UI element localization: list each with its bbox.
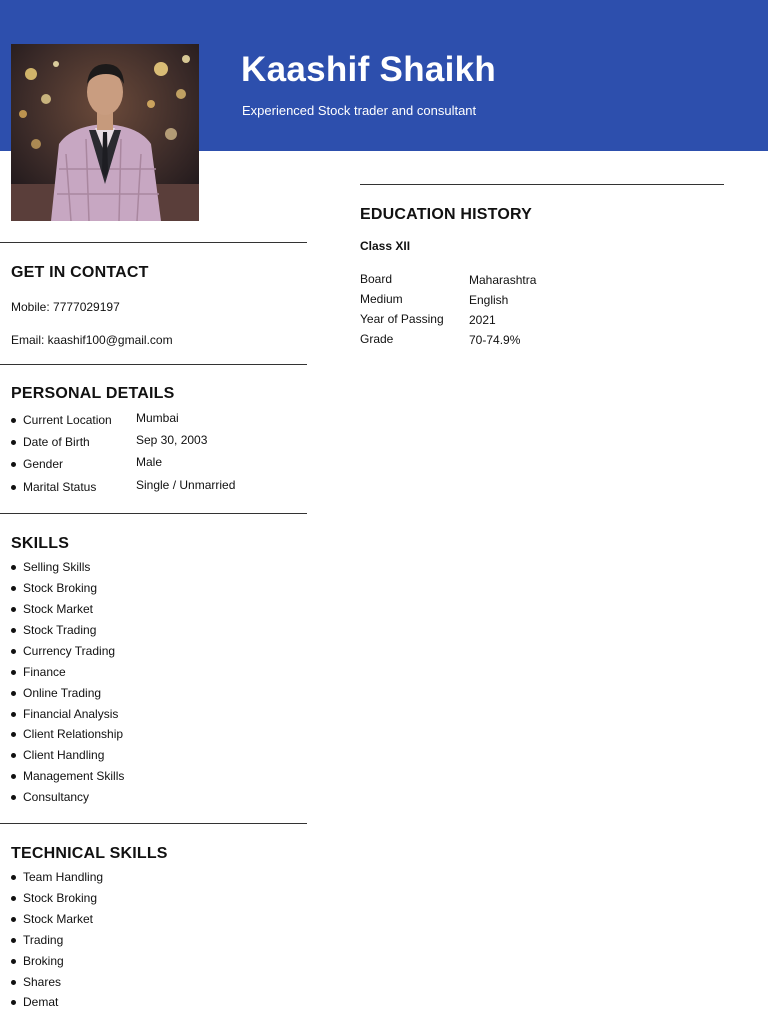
bullet <box>11 462 16 467</box>
bullet <box>11 485 16 490</box>
education-label: Board <box>360 272 393 286</box>
bullet <box>11 938 16 943</box>
personal-label: Gender <box>23 457 64 471</box>
technical-skill-text: Stock Broking <box>23 891 98 905</box>
divider-technical <box>0 823 307 824</box>
bullet <box>11 418 16 423</box>
bullet <box>11 1000 16 1005</box>
bullet <box>11 753 16 758</box>
personal-value: Male <box>136 455 163 469</box>
divider-education <box>360 184 724 185</box>
skill-text: Financial Analysis <box>23 707 119 721</box>
divider-contact <box>0 242 307 243</box>
education-title: EDUCATION HISTORY <box>360 206 533 223</box>
bullet <box>11 586 16 591</box>
skill-text: Client Relationship <box>23 727 124 741</box>
bullet <box>11 440 16 445</box>
bullet <box>11 959 16 964</box>
education-row <box>360 332 660 350</box>
skill-text: Management Skills <box>23 769 125 783</box>
candidate-name: Kaashif Shaikh <box>241 50 497 89</box>
divider-personal <box>0 364 307 365</box>
candidate-tagline: Experienced Stock trader and consultant <box>242 103 477 118</box>
skill-text: Currency Trading <box>23 644 116 658</box>
education-value: 2021 <box>469 313 496 327</box>
technical-skill-text: Demat <box>23 995 59 1009</box>
technical-title: TECHNICAL SKILLS <box>11 845 168 862</box>
bullet <box>11 875 16 880</box>
education-value: Maharashtra <box>469 273 537 287</box>
skill-text: Stock Market <box>23 602 94 616</box>
skill-text: Stock Trading <box>23 623 97 637</box>
personal-value: Sep 30, 2003 <box>136 433 208 447</box>
bullet <box>11 795 16 800</box>
profile-photo-image <box>11 44 199 221</box>
personal-label: Marital Status <box>23 480 97 494</box>
education-label: Grade <box>360 332 394 346</box>
bullet <box>11 774 16 779</box>
bullet <box>11 670 16 675</box>
skill-text: Selling Skills <box>23 560 91 574</box>
contact-email: Email: kaashif100@gmail.com <box>11 333 173 347</box>
personal-title: PERSONAL DETAILS <box>11 385 175 402</box>
bullet <box>11 649 16 654</box>
personal-value: Single / Unmarried <box>136 478 236 492</box>
skill-text: Client Handling <box>23 748 105 762</box>
bullet <box>11 628 16 633</box>
bullet <box>11 712 16 717</box>
skill-text: Finance <box>23 665 66 679</box>
profile-photo <box>11 44 199 221</box>
technical-skill-text: Stock Market <box>23 912 94 926</box>
bullet <box>11 917 16 922</box>
divider-skills <box>0 513 307 514</box>
technical-skill-text: Shares <box>23 975 62 989</box>
skill-text: Stock Broking <box>23 581 98 595</box>
technical-skill-text: Broking <box>23 954 64 968</box>
education-value: English <box>469 293 509 307</box>
education-label: Medium <box>360 292 403 306</box>
skills-title: SKILLS <box>11 535 70 552</box>
bullet <box>11 980 16 985</box>
education-value: 70-74.9% <box>469 333 521 347</box>
personal-label: Current Location <box>23 413 112 427</box>
bullet <box>11 732 16 737</box>
bullet <box>11 691 16 696</box>
personal-value: Mumbai <box>136 411 179 425</box>
education-row <box>360 312 660 330</box>
education-row <box>360 292 660 310</box>
bullet <box>11 896 16 901</box>
personal-label: Date of Birth <box>23 435 90 449</box>
bullet <box>11 565 16 570</box>
technical-skill-text: Team Handling <box>23 870 104 884</box>
contact-mobile: Mobile: 7777029197 <box>11 300 120 314</box>
education-label: Year of Passing <box>360 312 444 326</box>
technical-skill-text: Trading <box>23 933 64 947</box>
skill-text: Consultancy <box>23 790 90 804</box>
contact-title: GET IN CONTACT <box>11 264 149 281</box>
education-level: Class XII <box>360 239 411 253</box>
bullet <box>11 607 16 612</box>
skill-text: Online Trading <box>23 686 102 700</box>
education-row <box>360 272 660 290</box>
